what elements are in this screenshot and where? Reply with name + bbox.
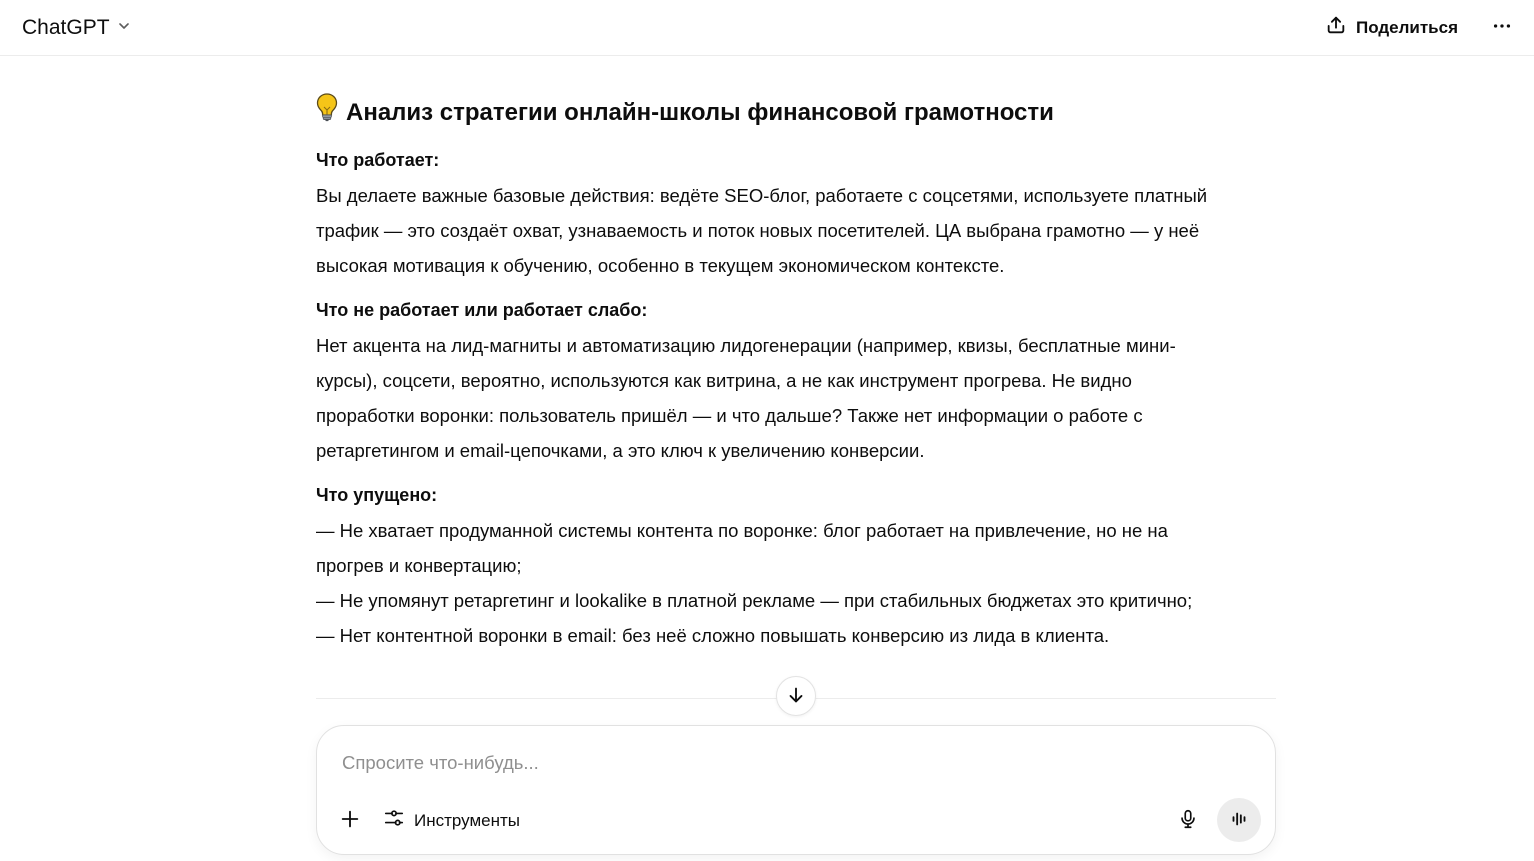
- share-icon: [1325, 14, 1347, 41]
- section-title: Что работает:: [316, 150, 440, 170]
- section-title: Что не работает или работает слабо:: [316, 300, 648, 320]
- tools-label: Инструменты: [414, 810, 521, 830]
- top-bar: [0, 0, 1534, 56]
- model-switcher[interactable]: [20, 12, 134, 44]
- microphone-icon: [1177, 808, 1199, 833]
- list-item: — Не упомянут ретаргетинг и lookalike в платной рекламе — при стабильных бюджетах это критично;: [316, 590, 1193, 611]
- list-item: — Нет контентной воронки в email: без неё сложно повышать конверсию из лида в клиента.: [316, 625, 1110, 646]
- section-text: Вы делаете важные базовые действия: ведёте SEO-блог, работаете с соцсетями, используете платный трафик — это создаёт охват, узнаваемость и поток новых посетителей. ЦА выбрана грамотно — у неё высокая мотивация к обучению, особенно в текущем экономическом контексте.: [316, 185, 1208, 276]
- share-label: Поделиться: [1355, 17, 1458, 37]
- voice-mode-button[interactable]: [1217, 798, 1261, 842]
- lightbulb-icon: [314, 92, 340, 133]
- assistant-message: [316, 92, 1276, 653]
- sliders-icon: [383, 807, 405, 834]
- section-works: [316, 143, 1276, 283]
- tools-button[interactable]: [375, 801, 528, 840]
- waveform-icon: [1228, 808, 1250, 833]
- model-name: ChatGPT: [22, 15, 110, 39]
- plus-icon: [339, 808, 361, 833]
- arrow-down-icon: [785, 684, 807, 709]
- share-button[interactable]: [1317, 8, 1466, 47]
- section-weak: [316, 293, 1276, 468]
- add-attachment-button[interactable]: [331, 802, 369, 840]
- dictate-button[interactable]: [1169, 801, 1207, 839]
- section-title: Что упущено:: [316, 485, 438, 505]
- composer: [316, 725, 1276, 855]
- prompt-input[interactable]: [342, 746, 1242, 780]
- list-item: — Не хватает продуманной системы контента по воронке: блог работает на привлечение, но не на прогрев и конвертацию;: [316, 520, 1168, 576]
- more-options-button[interactable]: [1484, 10, 1520, 46]
- message-title: Анализ стратегии онлайн-школы финансовой грамотности: [346, 98, 1054, 126]
- scroll-to-bottom-button[interactable]: [776, 676, 816, 716]
- message-heading: [314, 92, 1276, 133]
- section-missed: [316, 478, 1276, 653]
- chevron-down-icon: [116, 16, 132, 40]
- ellipsis-icon: [1491, 15, 1513, 40]
- section-text: Нет акцента на лид-магниты и автоматизацию лидогенерации (например, квизы, бесплатные мини- курсы), соцсети, вероятно, используются как витрина, а не как инструмент прогрева. Не видно проработки воронки: пользователь пришёл — и что дальше? Также нет информации о работе с ретаргетингом и email-цепочками, а это ключ к увеличению конверсии.: [316, 335, 1176, 461]
